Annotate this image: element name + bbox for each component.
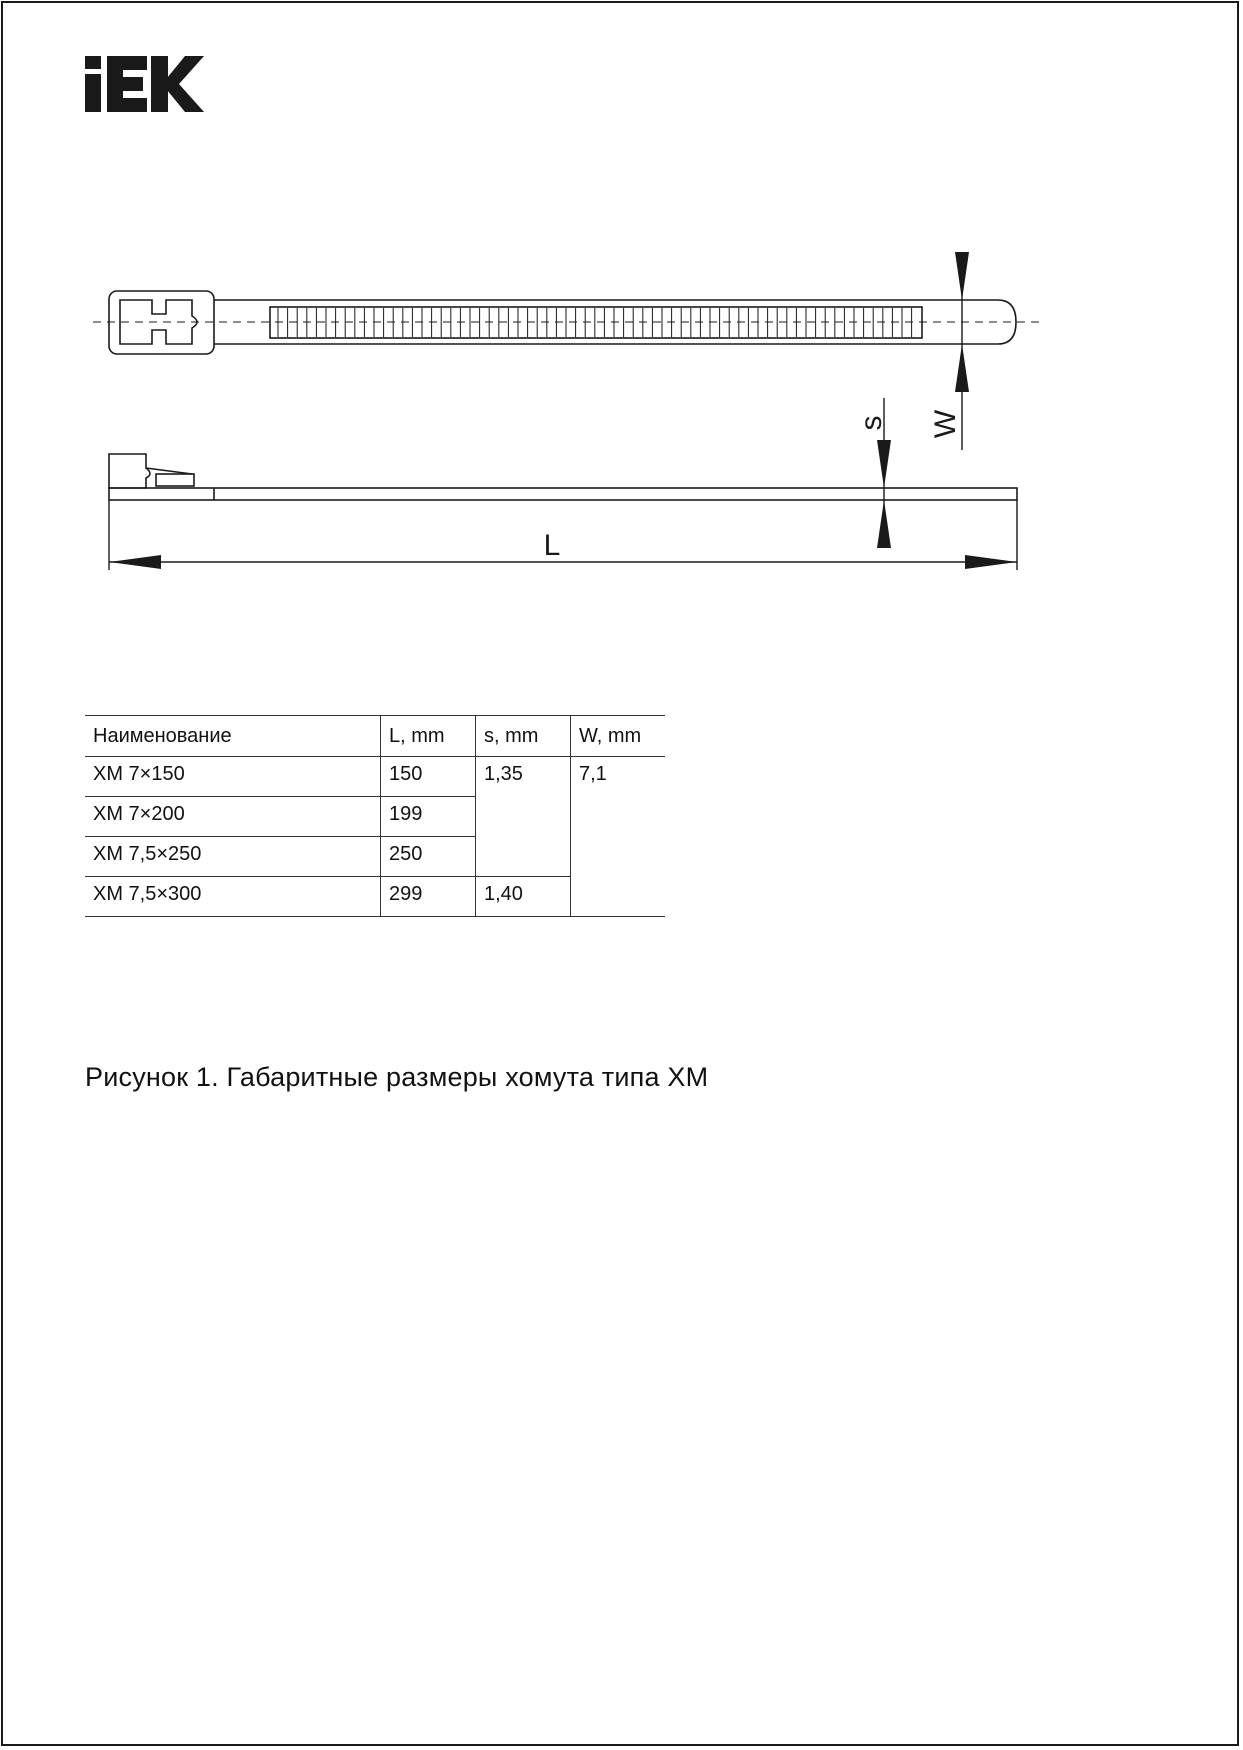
header-width: W, mm (571, 716, 666, 757)
header-length: L, mm (381, 716, 476, 757)
cable-tie-drawing (0, 0, 1243, 640)
cell-name: ХМ 7,5×300 (85, 877, 381, 917)
side-strap (109, 488, 1017, 500)
cell-length: 150 (381, 757, 476, 797)
width-label: W (929, 409, 962, 439)
header-thickness: s, mm (476, 716, 571, 757)
header-name: Наименование (85, 716, 381, 757)
cell-length: 199 (381, 797, 476, 837)
dimensions-table (85, 715, 665, 917)
side-head (109, 454, 150, 488)
length-label: L (543, 529, 561, 562)
figure-caption: Рисунок 1. Габаритные размеры хомута типа ХМ (85, 1062, 709, 1092)
cell-name: ХМ 7,5×250 (85, 837, 381, 877)
table-header-row (85, 716, 665, 757)
cell-name: ХМ 7×200 (85, 797, 381, 837)
cell-thickness: 1,35 (476, 757, 571, 877)
cell-thickness: 1,40 (476, 877, 571, 917)
cell-length: 250 (381, 837, 476, 877)
cell-length: 299 (381, 877, 476, 917)
table-row (85, 757, 665, 797)
thickness-label: s (855, 415, 888, 431)
cell-name: ХМ 7×150 (85, 757, 381, 797)
cell-width: 7,1 (571, 757, 666, 917)
